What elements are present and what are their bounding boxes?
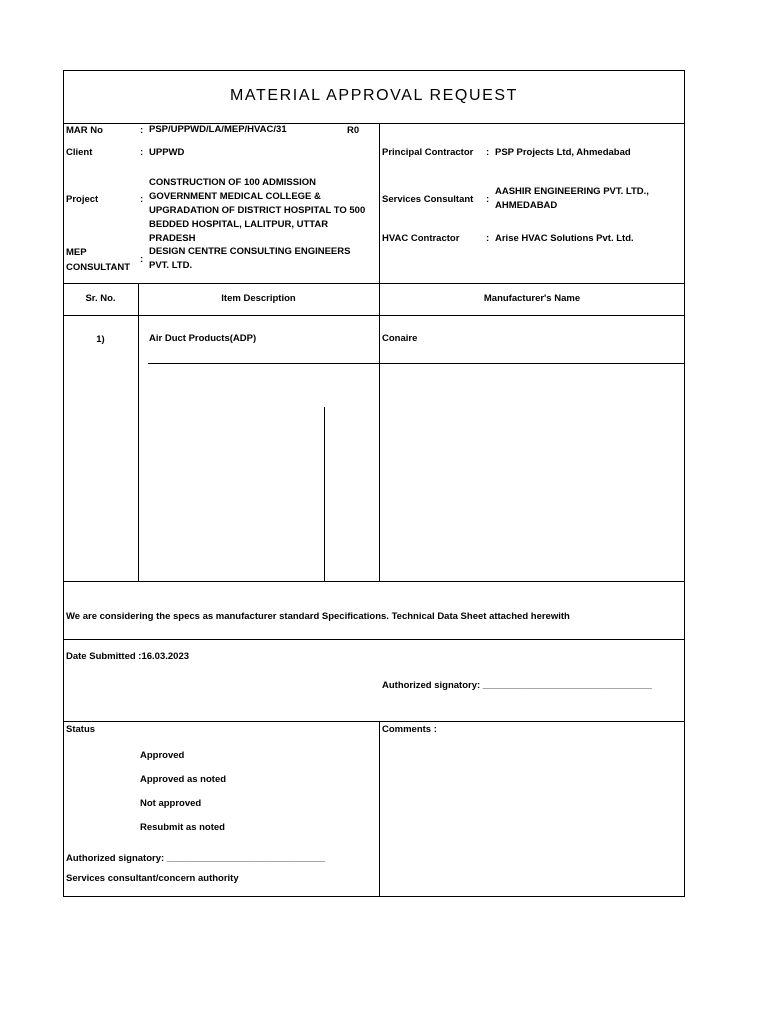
divider — [63, 639, 685, 640]
hvac-contractor-value: Arise HVAC Solutions Pvt. Ltd. — [495, 233, 634, 244]
status-option-approved: Approved — [140, 750, 185, 761]
column-header-manufacturer: Manufacturer's Name — [483, 293, 581, 304]
status-option-not-approved: Not approved — [140, 798, 202, 809]
row-sr-no: 1) — [96, 334, 105, 345]
colon: : — [140, 254, 144, 265]
date-submitted: Date Submitted :16.03.2023 — [66, 651, 190, 662]
comments-label: Comments : — [382, 724, 437, 735]
mep-value: DESIGN CENTRE CONSULTING ENGINEERS PVT. LTD. — [149, 246, 351, 271]
divider — [148, 363, 685, 364]
colon: : — [140, 125, 144, 136]
project-value: CONSTRUCTION OF 100 ADMISSION GOVERNMENT MEDICAL COLLEGE & UPGRADATION OF DISTRICT HOSPITAL TO 500 BEDDED HOSPITAL, LALITPUR, UTTAR PRADESH — [149, 177, 366, 244]
client-value: UPPWD — [149, 147, 185, 158]
client-label: Client — [66, 147, 93, 158]
status-authority: Services consultant/concern authority — [66, 873, 239, 884]
hvac-contractor-label: HVAC Contractor — [382, 233, 460, 244]
divider — [63, 315, 685, 316]
colon: : — [486, 233, 490, 244]
colon: : — [486, 194, 490, 205]
project-label: Project — [66, 194, 99, 205]
principal-contractor-value: PSP Projects Ltd, Ahmedabad — [495, 147, 631, 158]
services-consultant-value: AASHIR ENGINEERING PVT. LTD., AHMEDABAD — [495, 186, 649, 211]
divider — [379, 123, 380, 283]
divider — [138, 283, 139, 581]
mar-no-label: MAR No — [66, 125, 103, 136]
colon: : — [486, 147, 490, 158]
mar-no-value: PSP/UPPWD/LA/MEP/HVAC/31 — [149, 124, 287, 135]
services-consultant-label: Services Consultant — [382, 194, 474, 205]
divider — [63, 721, 685, 722]
mep-label: MEP — [66, 247, 87, 258]
row-item-description: Air Duct Products(ADP) — [149, 333, 257, 344]
status-authorized-signatory: Authorized signatory: ______________________________ — [66, 853, 326, 864]
colon: : — [140, 147, 144, 158]
column-header-sr-no: Sr. No. — [85, 293, 116, 304]
mep-label: CONSULTANT — [66, 262, 131, 273]
status-option-approved-as-noted: Approved as noted — [140, 774, 227, 785]
divider — [63, 283, 685, 284]
status-label: Status — [66, 724, 96, 735]
divider — [324, 407, 325, 581]
page-title: MATERIAL APPROVAL REQUEST — [229, 87, 519, 104]
divider — [379, 283, 380, 581]
specs-note: We are considering the specs as manufacturer standard Specifications. Technical Data Sheet attached herewith — [66, 611, 570, 622]
column-header-item-description: Item Description — [221, 293, 296, 304]
row-manufacturer: Conaire — [382, 333, 418, 344]
divider — [379, 721, 380, 897]
status-option-resubmit-as-noted: Resubmit as noted — [140, 822, 225, 833]
authorized-signatory: Authorized signatory: ________________________________ — [382, 680, 652, 691]
divider — [63, 581, 685, 582]
principal-contractor-label: Principal Contractor — [382, 147, 474, 158]
colon: : — [140, 194, 144, 205]
revision: R0 — [347, 125, 360, 136]
